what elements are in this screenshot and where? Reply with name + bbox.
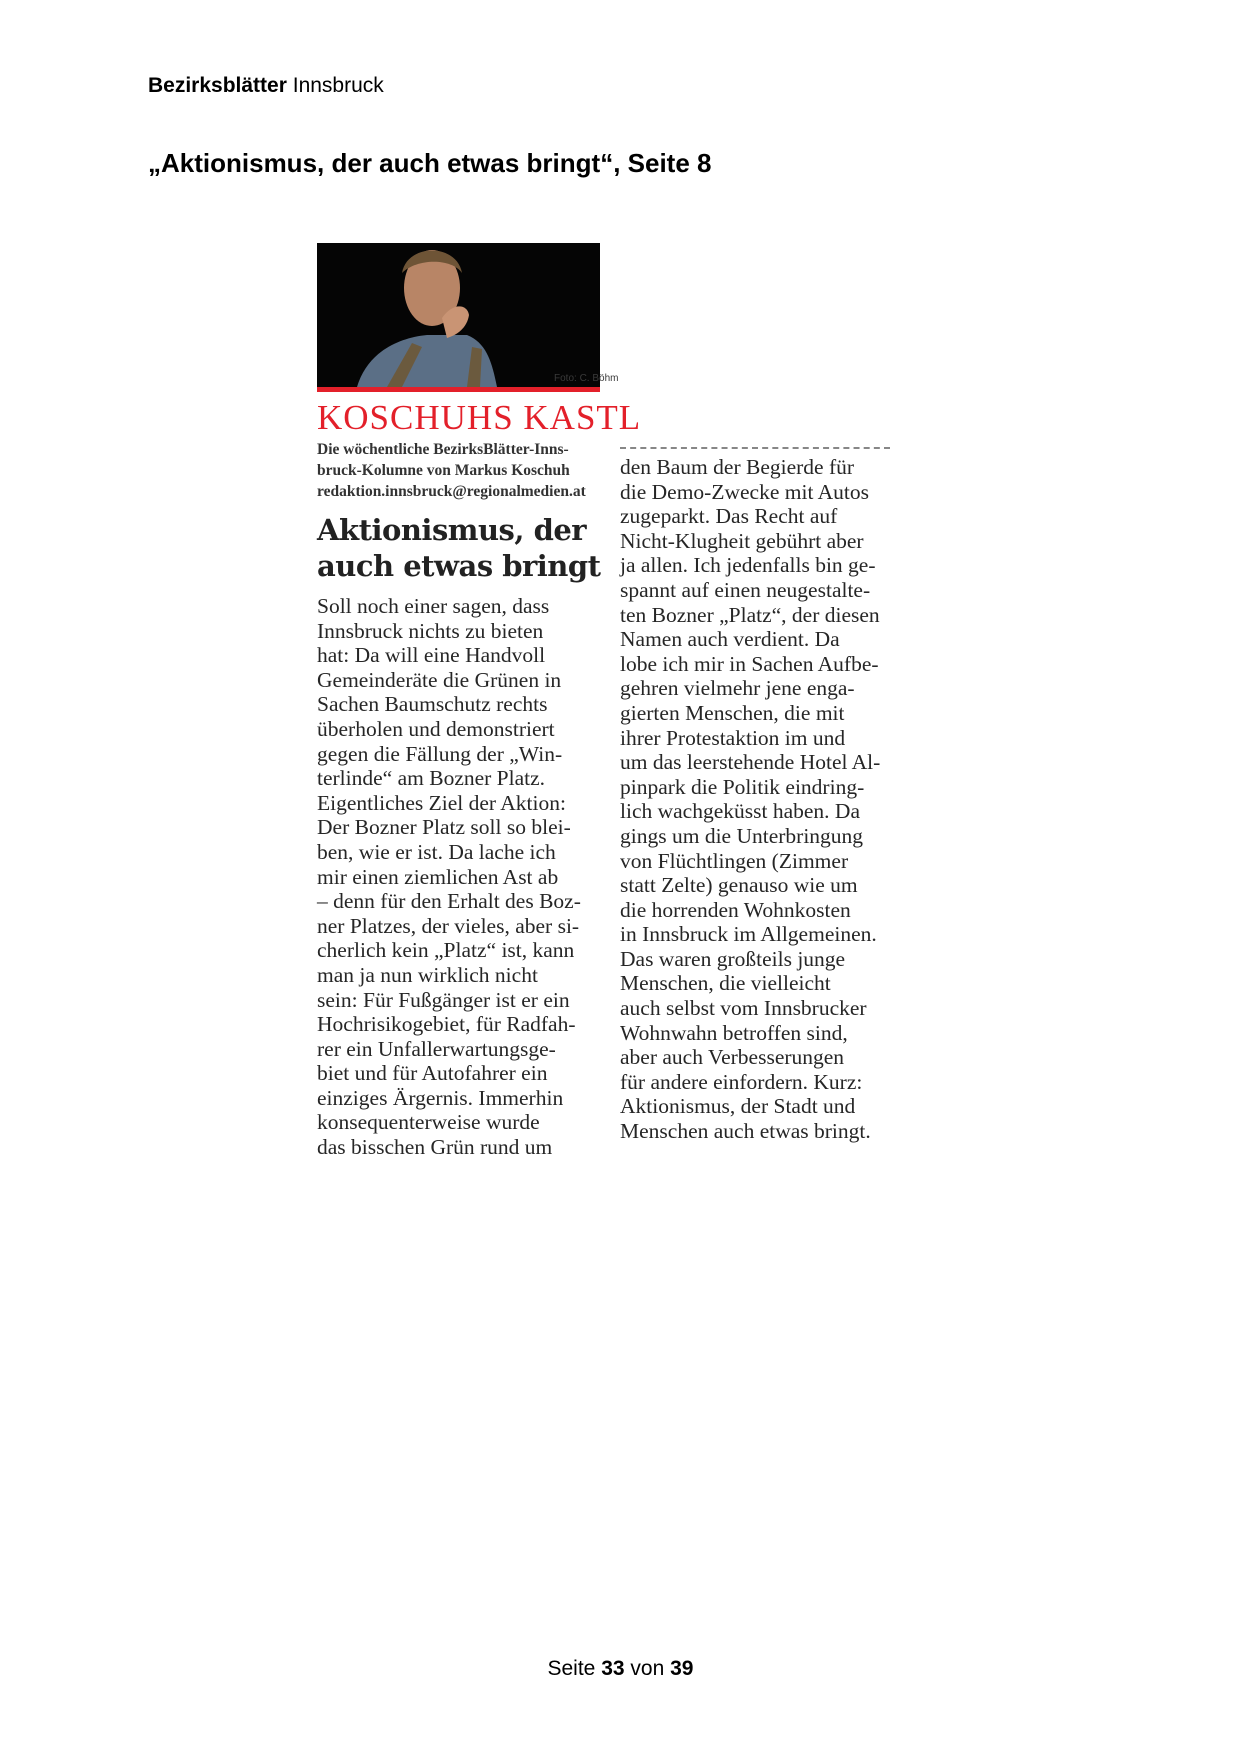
text-line: spannt auf einen neugestalte-	[620, 577, 871, 602]
accent-bar	[317, 387, 600, 392]
text-line: das bisschen Grün rund um	[317, 1135, 553, 1160]
text-line: Das waren großteils junge	[620, 946, 846, 971]
article-column-1	[317, 594, 581, 1160]
byline-line: bruck-Kolumne von Markus Koschuh	[317, 462, 570, 479]
text-line: gegen die Fällung der „Win-	[317, 741, 563, 766]
text-line: Der Bozner Platz soll so blei-	[317, 815, 571, 840]
page-footer	[0, 1657, 1241, 1681]
byline	[317, 439, 586, 502]
text-line: Namen auch verdient. Da	[620, 627, 840, 652]
text-line: mir einen ziemlichen Ast ab	[317, 864, 559, 889]
text-line: Eigentliches Ziel der Aktion:	[317, 790, 566, 815]
text-line: Nicht-Klugheit gebührt aber	[620, 528, 864, 553]
text-line: lobe ich mir in Sachen Aufbe-	[620, 651, 879, 676]
byline-line: Die wöchentliche BezirksBlätter-Inns-	[317, 441, 569, 458]
text-line: die horrenden Wohnkosten	[620, 897, 851, 922]
text-line: Gemeinderäte die Grünen in	[317, 667, 562, 692]
text-line: ja allen. Ich jedenfalls bin ge-	[620, 553, 876, 578]
text-line: aber auch Verbesserungen	[620, 1045, 845, 1070]
text-line: Soll noch einer sagen, dass	[317, 594, 550, 618]
text-line: statt Zelte) genauso wie um	[620, 873, 858, 898]
author-photo	[317, 243, 619, 387]
text-line: Innsbruck nichts zu bieten	[317, 618, 544, 643]
text-line: ben, wie er ist. Da lache ich	[317, 839, 556, 864]
text-line: hat: Da will eine Handvoll	[317, 643, 546, 668]
text-line: man ja nun wirklich nicht	[317, 962, 538, 987]
text-line: ten Bozner „Platz“, der diesen	[620, 602, 880, 627]
photo-credit: Foto: C. Böhm	[554, 373, 619, 384]
article-reference-title: „Aktionismus, der auch etwas bringt“, Seite 8	[148, 148, 712, 178]
text-line: Menschen auch etwas bringt.	[620, 1119, 871, 1144]
photo-figure	[317, 243, 619, 387]
text-line: Wohnwahn betroffen sind,	[620, 1020, 848, 1045]
current-page: 33	[601, 1657, 625, 1680]
article-headline	[317, 512, 601, 584]
text-line: ihrer Protestaktion im und	[620, 725, 846, 750]
footer-prefix: Seite	[547, 1657, 596, 1680]
footer-middle: von	[630, 1657, 665, 1680]
text-line: für andere einfordern. Kurz:	[620, 1069, 863, 1094]
publication-region: Innsbruck	[292, 74, 384, 97]
text-line: gierten Menschen, die mit	[620, 700, 845, 725]
text-line: pinpark die Politik eindring-	[620, 774, 865, 799]
text-line: ner Platzes, der vieles, aber si-	[317, 913, 580, 938]
text-line: rer ein Unfallerwartungsge-	[317, 1036, 556, 1061]
text-line: gings um die Unterbringung	[620, 823, 864, 848]
publication-name: Bezirksblätter	[148, 74, 287, 97]
text-line: gehren vielmehr jene enga-	[620, 676, 855, 701]
text-line: cherlich kein „Platz“ ist, kann	[317, 938, 575, 963]
text-line: konsequenterweise wurde	[317, 1110, 540, 1135]
byline-email: redaktion.innsbruck@regionalmedien.at	[317, 483, 586, 500]
text-line: Hochrisikogebiet, für Radfah-	[317, 1012, 576, 1037]
publication-header	[148, 74, 384, 98]
headline-line: auch etwas bringt	[317, 549, 601, 583]
text-line: den Baum der Begierde für	[620, 455, 855, 479]
text-line: sein: Für Fußgänger ist er ein	[317, 987, 570, 1012]
text-line: – denn für den Erhalt des Boz-	[317, 889, 581, 914]
headline-line: Aktionismus, der	[317, 513, 587, 547]
text-line: Aktionismus, der Stadt und	[620, 1094, 856, 1119]
text-line: die Demo-Zwecke mit Autos	[620, 479, 869, 504]
text-line: überholen und demonstriert	[317, 716, 555, 741]
text-line: biet und für Autofahrer ein	[317, 1061, 548, 1086]
text-line: einziges Ärgernis. Immerhin	[317, 1085, 564, 1110]
column-name: KOSCHUHS KASTL	[317, 398, 642, 437]
text-line: um das leerstehende Hotel Al-	[620, 750, 881, 775]
text-line: Sachen Baumschutz rechts	[317, 692, 548, 717]
text-line: zugeparkt. Das Recht auf	[620, 504, 838, 529]
text-line: in Innsbruck im Allgemeinen.	[620, 922, 877, 947]
text-line: lich wachgeküsst haben. Da	[620, 799, 861, 824]
text-line: auch selbst vom Innsbrucker	[620, 996, 867, 1021]
article-column-2	[620, 455, 880, 1144]
text-line: Menschen, die vielleicht	[620, 971, 831, 996]
total-pages: 39	[670, 1657, 694, 1680]
cropped-text-line	[620, 447, 890, 449]
text-line: von Flüchtlingen (Zimmer	[620, 848, 849, 873]
text-line: terlinde“ am Bozner Platz.	[317, 766, 546, 791]
